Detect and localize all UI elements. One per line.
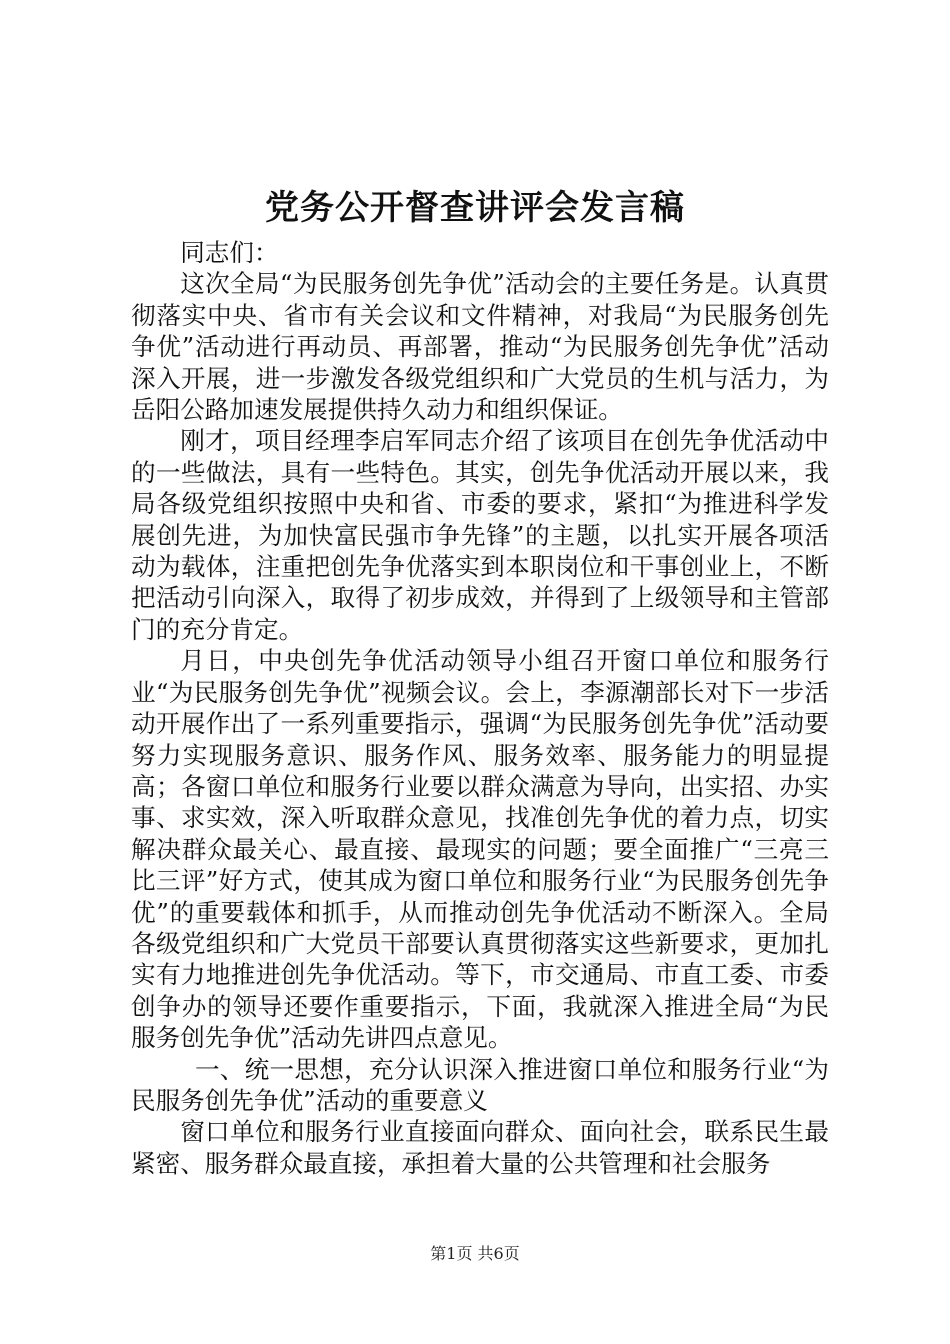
paragraph-3: 月日，中央创先争优活动领导小组召开窗口单位和服务行业“为民服务创先争优”视频会议。会上，李源潮部长对下一步活动开展作出了一系列重要指示，强调“为民服务创先争优”活动要努力实现服务意识、服务作风、服务效率、服务能力的明显提高；各窗口单位和服务行业要以群众满意为导向，出实招、办实事、求实效，深入听取群众意见，找准创先争优的着力点，切实解决群众最关心、最直接、最现实的问题；要全面推广“三亮三比三评”好方式，使其成为窗口单位和服务行业“为民服务创先争优”的重要载体和抓手，从而推动创先争优活动不断深入。全局各级党组织和广大党员干部要认真贯彻落实这些新要求，更加扎实有力地推进创先争优活动。等下，市交通局、市直工委、市委创争办的领导还要作重要指示，下面，我就深入推进全局“为民服务创先争优”活动先讲四点意见。 [131,646,829,1053]
salutation: 同志们： [180,238,279,267]
paragraph-1: 这次全局“为民服务创先争优”活动会的主要任务是。认真贯彻落实中央、省市有关会议和文件精神，对我局“为民服务创先争优”活动进行再动员、再部署，推动“为民服务创先争优”活动深入开展，进一步激发各级党组织和广大党员的生机与活力，为岳阳公路加速发展提供持久动力和组织保证。 [131,269,829,425]
paragraph-2: 刚才，项目经理李启军同志介绍了该项目在创先争优活动中的一些做法，具有一些特色。其实，创先争优活动开展以来，我局各级党组织按照中央和省、市委的要求，紧扣“为推进科学发展创先进，为加快富民强市争先锋”的主题，以扎实开展各项活动为载体，注重把创先争优落实到本职岗位和干事创业上，不断把活动引向深入，取得了初步成效，并得到了上级领导和主管部门的充分肯定。 [131,426,829,644]
page-footer: 第1页 共6页 [430,1244,520,1263]
document-title: 党务公开督查讲评会发言稿 [265,188,685,228]
section-heading: 一、统一思想，充分认识深入推进窗口单位和服务行业“为民服务创先争优”活动的重要意义 [131,1054,829,1115]
document-body [131,237,829,1179]
paragraph-4: 窗口单位和服务行业直接面向群众、面向社会，联系民生最紧密、服务群众最直接，承担着大量的公共管理和社会服务 [131,1117,829,1178]
